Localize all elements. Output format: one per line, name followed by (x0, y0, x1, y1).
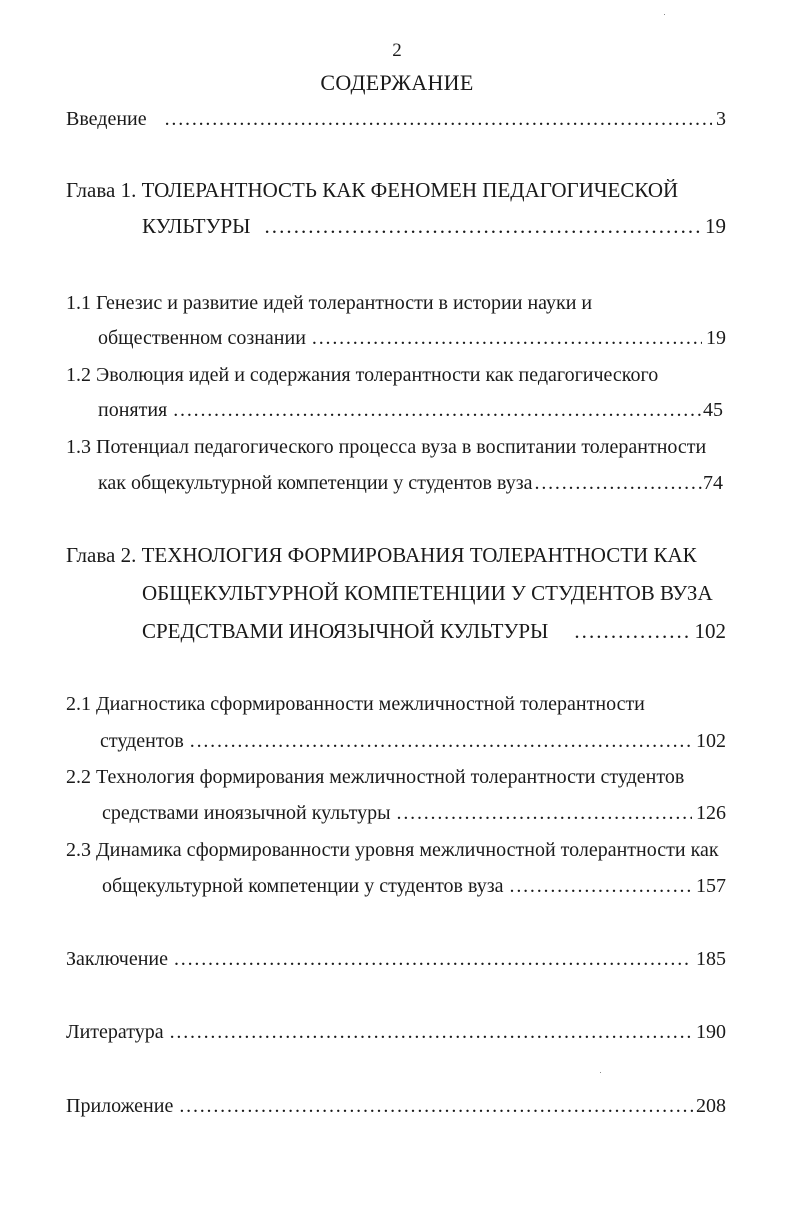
toc-entry-section-2-2 (102, 802, 726, 825)
dot-leader (165, 108, 712, 131)
dot-leader (190, 730, 692, 753)
section-1-1-line1: 1.1 Генезис и развитие идей толерантности в истории науки и (66, 292, 593, 314)
dot-leader (174, 948, 692, 971)
toc-label: понятия (98, 399, 168, 421)
toc-page: 208 (696, 1095, 726, 1117)
toc-entry-chapter-1 (142, 214, 726, 239)
toc-page: 45 (703, 399, 723, 421)
toc-label: общекультурной компетенции у студентов вуза (102, 875, 504, 897)
section-2-2-line1: 2.2 Технология формирования межличностной толерантности студентов (66, 766, 685, 788)
toc-label: средствами иноязычной культуры (102, 802, 391, 824)
dot-leader (574, 619, 690, 644)
toc-entry-conclusion (66, 948, 726, 971)
toc-label: студентов (100, 730, 184, 752)
toc-page: 3 (716, 108, 726, 130)
toc-label: Введение (66, 108, 147, 130)
toc-entry-literature (66, 1021, 726, 1044)
toc-page: 19 (705, 214, 726, 238)
chapter-2-title-line2: ОБЩЕКУЛЬТУРНОЙ КОМПЕТЕНЦИИ У СТУДЕНТОВ ВУЗА (142, 581, 713, 605)
dot-leader (312, 327, 702, 350)
section-2-1-line1: 2.1 Диагностика сформированности межличностной толерантности (66, 693, 645, 715)
toc-page: 157 (696, 875, 726, 897)
toc-label: Литература (66, 1021, 164, 1043)
dot-leader (535, 472, 703, 495)
toc-page: 126 (696, 802, 726, 824)
toc-label: СРЕДСТВАМИ ИНОЯЗЫЧНОЙ КУЛЬТУРЫ (142, 619, 549, 643)
page-title: СОДЕРЖАНИЕ (320, 70, 474, 95)
toc-page: 102 (694, 619, 726, 643)
toc-entry-appendix (66, 1095, 726, 1118)
toc-page: 74 (703, 472, 723, 494)
toc-entry-section-1-2 (98, 399, 723, 422)
toc-entry-chapter-2 (142, 619, 726, 644)
toc-page: 185 (696, 948, 726, 970)
page-number: 2 (392, 40, 402, 61)
toc-label: общественном сознании (98, 327, 306, 349)
scan-speck (664, 14, 665, 15)
toc-label: Приложение (66, 1095, 174, 1117)
dot-leader (265, 214, 702, 239)
dot-leader (179, 1095, 696, 1118)
toc-label: КУЛЬТУРЫ (142, 214, 251, 238)
toc-entry-section-2-1 (100, 730, 726, 753)
dot-leader (173, 399, 703, 422)
toc-page: 102 (696, 730, 726, 752)
section-1-2-line1: 1.2 Эволюция идей и содержания толерантности как педагогического (66, 364, 659, 386)
dot-leader (170, 1021, 692, 1044)
toc-label: как общекультурной компетенции у студентов вуза (98, 472, 533, 494)
toc-entry-section-1-1 (98, 327, 726, 350)
toc-entry-section-2-3 (102, 875, 726, 898)
dot-leader (510, 875, 692, 898)
scan-speck (600, 1072, 601, 1073)
section-2-3-line1: 2.3 Динамика сформированности уровня межличностной толерантности как (66, 839, 719, 861)
section-1-3-line1: 1.3 Потенциал педагогического процесса вуза в воспитании толерантности (66, 436, 707, 458)
chapter-2-title-line1: Глава 2. ТЕХНОЛОГИЯ ФОРМИРОВАНИЯ ТОЛЕРАНТНОСТИ КАК (66, 543, 697, 567)
toc-entry-intro (66, 108, 726, 131)
toc-entry-section-1-3 (98, 472, 723, 495)
toc-page: 190 (696, 1021, 726, 1043)
toc-label: Заключение (66, 948, 168, 970)
chapter-1-title-line1: Глава 1. ТОЛЕРАНТНОСТЬ КАК ФЕНОМЕН ПЕДАГОГИЧЕСКОЙ (66, 178, 679, 202)
dot-leader (397, 802, 692, 825)
toc-page: 19 (706, 327, 726, 349)
